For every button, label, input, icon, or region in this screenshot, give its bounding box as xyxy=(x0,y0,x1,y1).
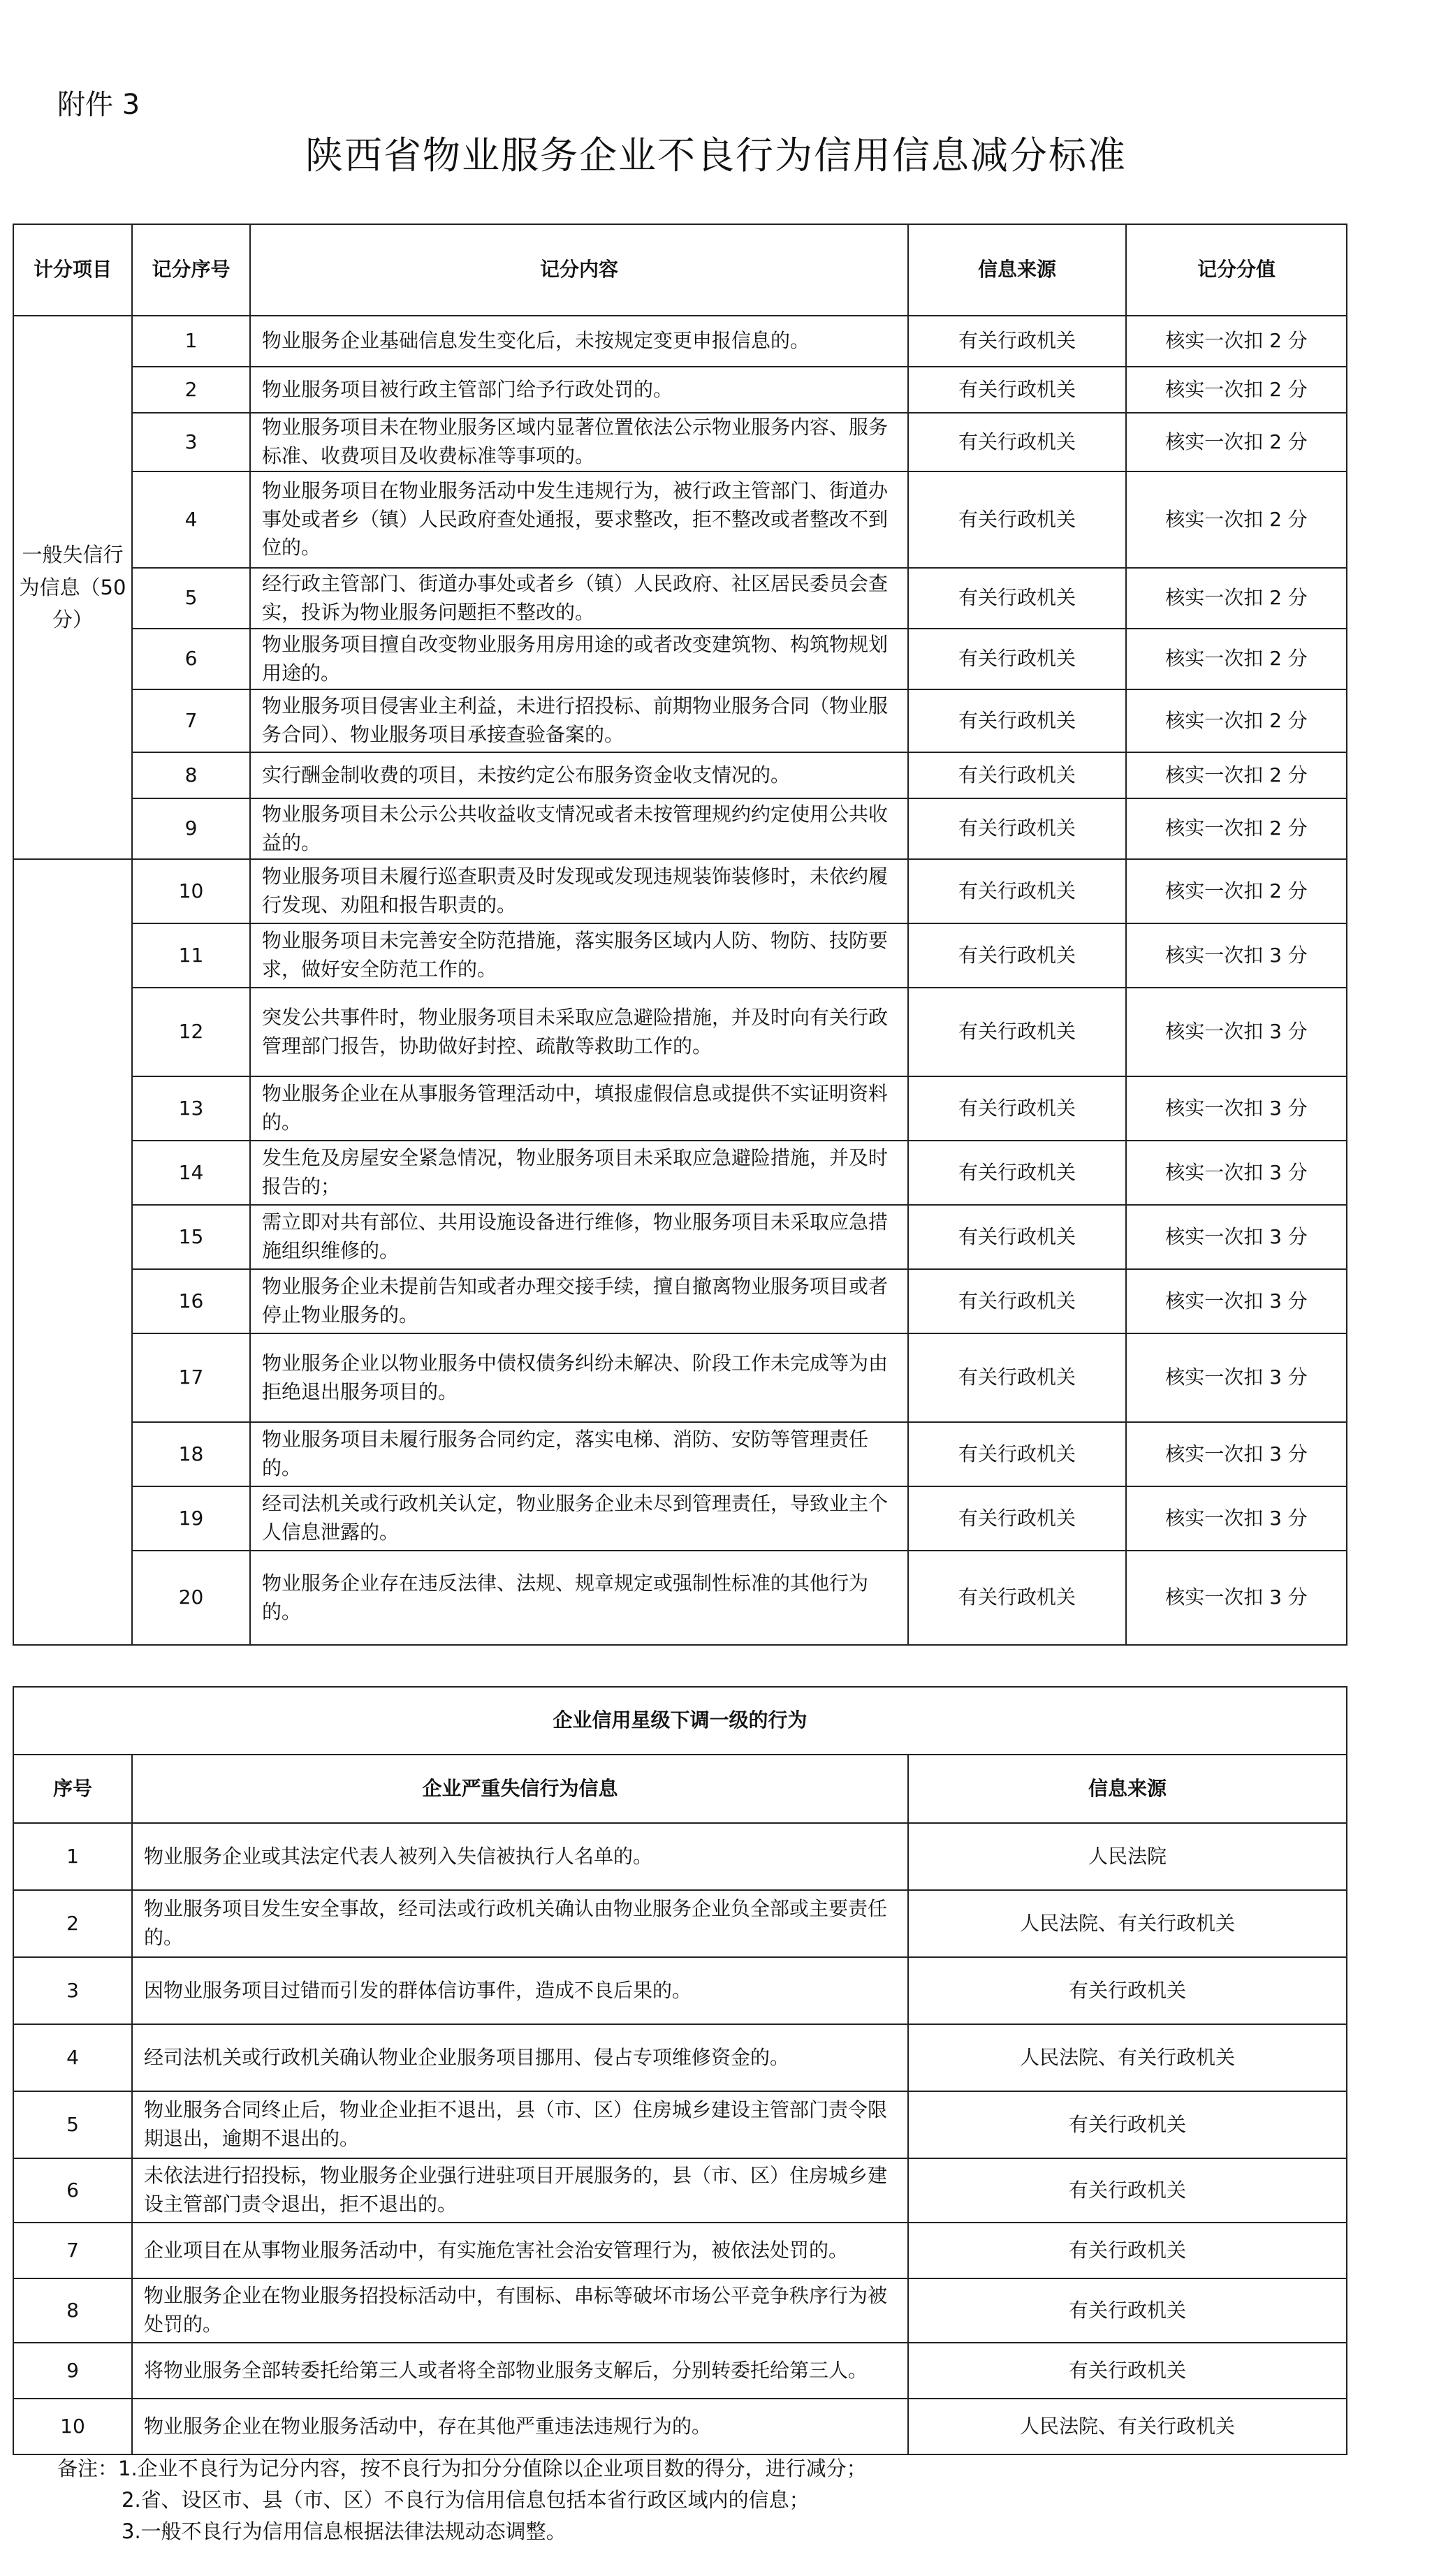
document-title: 陕西省物业服务企业不良行为信用信息减分标准 xyxy=(305,133,1127,177)
row-score: 核实一次扣 2 分 xyxy=(1126,413,1347,471)
table-row xyxy=(13,798,1347,859)
row-source: 有关行政机关 xyxy=(908,798,1126,859)
row-source: 有关行政机关 xyxy=(908,1422,1126,1486)
row-score: 核实一次扣 2 分 xyxy=(1126,752,1347,798)
row-number: 19 xyxy=(132,1486,250,1551)
row-content: 突发公共事件时，物业服务项目未采取应急避险措施，并及时向有关行政管理部门报告，协助做好封控、疏散等救助工作的。 xyxy=(250,988,908,1076)
table-row xyxy=(13,1823,1347,1890)
note-item: 1.企业不良行为记分内容，按不良行为扣分分值除以企业项目数的得分，进行减分； xyxy=(118,2457,867,2480)
table-row xyxy=(13,2223,1347,2278)
notes xyxy=(57,2453,867,2547)
row-source: 有关行政机关 xyxy=(908,923,1126,988)
row-number: 10 xyxy=(13,2399,132,2454)
row-number: 1 xyxy=(132,316,250,367)
row-number: 2 xyxy=(13,1890,132,1957)
table-row xyxy=(13,2278,1347,2343)
row-score: 核实一次扣 3 分 xyxy=(1126,1333,1347,1422)
row-content: 经行政主管部门、街道办事处或者乡（镇）人民政府、社区居民委员会查实，投诉为物业服务问题拒不整改的。 xyxy=(250,568,908,629)
row-score: 核实一次扣 2 分 xyxy=(1126,689,1347,752)
row-score: 核实一次扣 2 分 xyxy=(1126,316,1347,367)
row-score: 核实一次扣 2 分 xyxy=(1126,367,1347,413)
header-number: 序号 xyxy=(13,1755,132,1823)
row-number: 12 xyxy=(132,988,250,1076)
row-content: 将物业服务全部转委托给第三人或者将全部物业服务支解后，分别转委托给第三人。 xyxy=(132,2343,908,2399)
row-source: 有关行政机关 xyxy=(908,752,1126,798)
row-content: 物业服务项目未履行巡查职责及时发现或发现违规装饰装修时，未依约履行发现、劝阻和报告职责的。 xyxy=(250,859,908,923)
table-row xyxy=(13,1422,1347,1486)
table-header-row xyxy=(13,224,1347,316)
row-source: 有关行政机关 xyxy=(908,1269,1126,1333)
table-row xyxy=(13,2343,1347,2399)
row-content: 发生危及房屋安全紧急情况，物业服务项目未采取应急避险措施，并及时报告的； xyxy=(250,1141,908,1205)
row-source: 有关行政机关 xyxy=(908,2278,1347,2343)
table-row xyxy=(13,1333,1347,1422)
row-source: 有关行政机关 xyxy=(908,1205,1126,1269)
row-source: 人民法院、有关行政机关 xyxy=(908,1890,1347,1957)
row-number: 6 xyxy=(13,2158,132,2223)
table-row xyxy=(13,1269,1347,1333)
row-source: 人民法院 xyxy=(908,1823,1347,1890)
row-score: 核实一次扣 3 分 xyxy=(1126,1076,1347,1141)
row-source: 人民法院、有关行政机关 xyxy=(908,2024,1347,2091)
note-item: 2.省、设区市、县（市、区）不良行为信用信息包括本省行政区域内的信息； xyxy=(122,2488,810,2512)
row-number: 3 xyxy=(13,1957,132,2024)
table-header-row xyxy=(13,1755,1347,1823)
row-number: 17 xyxy=(132,1333,250,1422)
header-number: 记分序号 xyxy=(132,224,250,316)
row-content: 未依法进行招投标，物业服务企业强行进驻项目开展服务的，县（市、区）住房城乡建设主管部门责令退出，拒不退出的。 xyxy=(132,2158,908,2223)
table-row xyxy=(13,316,1347,367)
row-number: 5 xyxy=(13,2091,132,2158)
row-content: 物业服务企业基础信息发生变化后，未按规定变更申报信息的。 xyxy=(250,316,908,367)
table-row xyxy=(13,413,1347,471)
row-content: 物业服务企业以物业服务中债权债务纠纷未解决、阶段工作未完成等为由拒绝退出服务项目的。 xyxy=(250,1333,908,1422)
header-source: 信息来源 xyxy=(908,224,1126,316)
category-cell xyxy=(13,859,132,1645)
row-source: 有关行政机关 xyxy=(908,2158,1347,2223)
row-source: 有关行政机关 xyxy=(908,1551,1126,1645)
header-score: 记分分值 xyxy=(1126,224,1347,316)
row-source: 有关行政机关 xyxy=(908,1333,1126,1422)
star-downgrade-table xyxy=(13,1686,1347,2455)
table-row xyxy=(13,2024,1347,2091)
table-row xyxy=(13,1141,1347,1205)
row-content: 物业服务项目未完善安全防范措施，落实服务区域内人防、物防、技防要求，做好安全防范工作的。 xyxy=(250,923,908,988)
table-row xyxy=(13,1076,1347,1141)
attachment-label: 附件 3 xyxy=(57,89,140,121)
row-number: 4 xyxy=(132,471,250,568)
row-source: 有关行政机关 xyxy=(908,413,1126,471)
row-number: 9 xyxy=(132,798,250,859)
row-number: 7 xyxy=(13,2223,132,2278)
row-number: 20 xyxy=(132,1551,250,1645)
row-content: 物业服务项目被行政主管部门给予行政处罚的。 xyxy=(250,367,908,413)
row-score: 核实一次扣 2 分 xyxy=(1126,859,1347,923)
header-source: 信息来源 xyxy=(908,1755,1347,1823)
table-row xyxy=(13,471,1347,568)
table-row xyxy=(13,1890,1347,1957)
table-row xyxy=(13,988,1347,1076)
row-number: 7 xyxy=(132,689,250,752)
row-score: 核实一次扣 3 分 xyxy=(1126,1422,1347,1486)
row-content: 经司法机关或行政机关认定，物业服务企业未尽到管理责任，导致业主个人信息泄露的。 xyxy=(250,1486,908,1551)
row-number: 1 xyxy=(13,1823,132,1890)
row-number: 9 xyxy=(13,2343,132,2399)
row-score: 核实一次扣 3 分 xyxy=(1126,1269,1347,1333)
row-number: 11 xyxy=(132,923,250,988)
row-source: 有关行政机关 xyxy=(908,568,1126,629)
header-serious-behavior: 企业严重失信行为信息 xyxy=(132,1755,908,1823)
row-score: 核实一次扣 2 分 xyxy=(1126,471,1347,568)
table-row xyxy=(13,629,1347,689)
row-content: 物业服务企业在物业服务招投标活动中，有围标、串标等破坏市场公平竞争秩序行为被处罚的。 xyxy=(132,2278,908,2343)
row-source: 有关行政机关 xyxy=(908,988,1126,1076)
row-source: 有关行政机关 xyxy=(908,471,1126,568)
table-row xyxy=(13,2091,1347,2158)
row-score: 核实一次扣 3 分 xyxy=(1126,923,1347,988)
row-content: 物业服务项目侵害业主利益，未进行招投标、前期物业服务合同（物业服务合同）、物业服务项目承接查验备案的。 xyxy=(250,689,908,752)
deduction-standard-table xyxy=(13,224,1347,1646)
notes-label: 备注： xyxy=(57,2457,119,2480)
table-row xyxy=(13,1957,1347,2024)
row-source: 有关行政机关 xyxy=(908,316,1126,367)
row-score: 核实一次扣 3 分 xyxy=(1126,1486,1347,1551)
table-row xyxy=(13,923,1347,988)
table-row xyxy=(13,2399,1347,2454)
row-source: 有关行政机关 xyxy=(908,367,1126,413)
table-row xyxy=(13,367,1347,413)
row-content: 物业服务企业在从事服务管理活动中，填报虚假信息或提供不实证明资料的。 xyxy=(250,1076,908,1141)
row-content: 物业服务项目发生安全事故，经司法或行政机关确认由物业服务企业负全部或主要责任的。 xyxy=(132,1890,908,1957)
row-content: 物业服务项目未履行服务合同约定，落实电梯、消防、安防等管理责任的。 xyxy=(250,1422,908,1486)
row-source: 有关行政机关 xyxy=(908,629,1126,689)
row-source: 有关行政机关 xyxy=(908,2091,1347,2158)
row-number: 13 xyxy=(132,1076,250,1141)
row-number: 3 xyxy=(132,413,250,471)
row-content: 物业服务项目擅自改变物业服务用房用途的或者改变建筑物、构筑物规划用途的。 xyxy=(250,629,908,689)
row-source: 有关行政机关 xyxy=(908,1486,1126,1551)
row-content: 因物业服务项目过错而引发的群体信访事件，造成不良后果的。 xyxy=(132,1957,908,2024)
row-content: 经司法机关或行政机关确认物业企业服务项目挪用、侵占专项维修资金的。 xyxy=(132,2024,908,2091)
table-row xyxy=(13,1486,1347,1551)
row-number: 15 xyxy=(132,1205,250,1269)
row-content: 需立即对共有部位、共用设施设备进行维修，物业服务项目未采取应急措施组织维修的。 xyxy=(250,1205,908,1269)
row-content: 物业服务企业或其法定代表人被列入失信被执行人名单的。 xyxy=(132,1823,908,1890)
row-source: 有关行政机关 xyxy=(908,1141,1126,1205)
row-score: 核实一次扣 3 分 xyxy=(1126,988,1347,1076)
row-score: 核实一次扣 3 分 xyxy=(1126,1141,1347,1205)
table-row xyxy=(13,2158,1347,2223)
section-title: 企业信用星级下调一级的行为 xyxy=(13,1687,1347,1755)
row-number: 8 xyxy=(13,2278,132,2343)
row-content: 物业服务项目未公示公共收益收支情况或者未按管理规约约定使用公共收益的。 xyxy=(250,798,908,859)
row-source: 有关行政机关 xyxy=(908,2223,1347,2278)
row-content: 物业服务企业未提前告知或者办理交接手续，擅自撤离物业服务项目或者停止物业服务的。 xyxy=(250,1269,908,1333)
row-content: 企业项目在从事物业服务活动中，有实施危害社会治安管理行为，被依法处罚的。 xyxy=(132,2223,908,2278)
table-row xyxy=(13,859,1347,923)
row-number: 6 xyxy=(132,629,250,689)
category-cell: 一般失信行为信息（50分） xyxy=(13,316,132,859)
row-score: 核实一次扣 2 分 xyxy=(1126,568,1347,629)
table-row xyxy=(13,1551,1347,1645)
row-content: 物业服务项目未在物业服务区域内显著位置依法公示物业服务内容、服务标准、收费项目及收费标准等事项的。 xyxy=(250,413,908,471)
table-row xyxy=(13,1205,1347,1269)
row-number: 14 xyxy=(132,1141,250,1205)
table-row xyxy=(13,568,1347,629)
table-row xyxy=(13,752,1347,798)
row-number: 4 xyxy=(13,2024,132,2091)
row-source: 有关行政机关 xyxy=(908,689,1126,752)
row-number: 18 xyxy=(132,1422,250,1486)
row-source: 人民法院、有关行政机关 xyxy=(908,2399,1347,2454)
row-source: 有关行政机关 xyxy=(908,1957,1347,2024)
row-number: 10 xyxy=(132,859,250,923)
section-title-row xyxy=(13,1687,1347,1755)
row-number: 2 xyxy=(132,367,250,413)
row-content: 物业服务企业存在违反法律、法规、规章规定或强制性标准的其他行为的。 xyxy=(250,1551,908,1645)
row-score: 核实一次扣 2 分 xyxy=(1126,798,1347,859)
row-content: 物业服务合同终止后，物业企业拒不退出，县（市、区）住房城乡建设主管部门责令限期退出，逾期不退出的。 xyxy=(132,2091,908,2158)
row-score: 核实一次扣 2 分 xyxy=(1126,629,1347,689)
row-number: 16 xyxy=(132,1269,250,1333)
header-category: 计分项目 xyxy=(13,224,132,316)
header-content: 记分内容 xyxy=(250,224,908,316)
note-item: 3.一般不良行为信用信息根据法律法规动态调整。 xyxy=(122,2519,567,2543)
row-score: 核实一次扣 3 分 xyxy=(1126,1205,1347,1269)
row-number: 8 xyxy=(132,752,250,798)
row-number: 5 xyxy=(132,568,250,629)
row-score: 核实一次扣 3 分 xyxy=(1126,1551,1347,1645)
row-source: 有关行政机关 xyxy=(908,2343,1347,2399)
table-row xyxy=(13,689,1347,752)
row-content: 物业服务企业在物业服务活动中，存在其他严重违法违规行为的。 xyxy=(132,2399,908,2454)
row-content: 实行酬金制收费的项目，未按约定公布服务资金收支情况的。 xyxy=(250,752,908,798)
row-source: 有关行政机关 xyxy=(908,859,1126,923)
row-content: 物业服务项目在物业服务活动中发生违规行为，被行政主管部门、街道办事处或者乡（镇）人民政府查处通报，要求整改，拒不整改或者整改不到位的。 xyxy=(250,471,908,568)
row-source: 有关行政机关 xyxy=(908,1076,1126,1141)
